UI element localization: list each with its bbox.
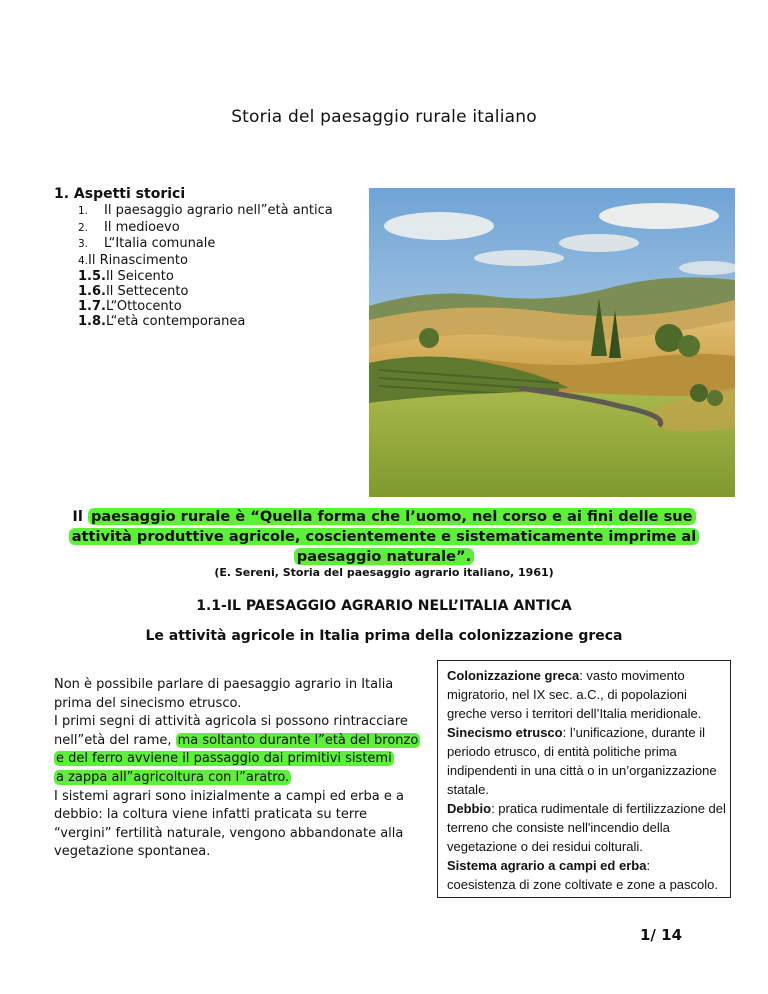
toc-item-number: 2. [78,221,89,234]
glossary-definition: coesistenza di zone coltivate e zone a pascolo. [447,877,719,892]
toc-item-label: L“età contemporanea [105,313,246,329]
highlighted-text: a zappa all”agricoltura con l”aratro. [56,769,290,785]
section-title: 1.1-IL PAESAGGIO AGRARIO NELL’ITALIA ANTICA [196,598,572,614]
toc-item-number: 3. [78,238,89,250]
glossary-definition: : vasto movimento migratorio, nel IX sec. a.C., di popolazioni greche verso i territori dell’Italia meridionale. [447,668,702,721]
paragraph [54,713,426,787]
toc-item-number: 1.8. [78,313,106,329]
glossary-term: Sistema agrario a campi ed erba [447,858,647,873]
glossary-definition: : l’unificazione, durante il periodo etrusco, di entità politiche prima indipendenti in una città o in un’organizzazione statale. [447,725,717,797]
toc-item-label: Il medioevo [104,219,180,235]
toc-item [78,236,333,253]
toc-item-number: 1.7. [78,298,106,314]
toc-item [78,299,333,314]
glossary-definition: : pratica rudimentale di fertilizzazione del terreno che consiste nell'incendio della vegetazione o dei residui colturali. [447,801,726,854]
body-text [54,676,426,862]
toc-item [78,203,333,220]
toc-item-label: Il Rinascimento [88,252,188,268]
toc-item-label: L“Ottocento [105,298,182,314]
toc-item-label: Il paesaggio agrario nell”età antica [104,203,333,218]
toc-item-number: 1.5. [78,268,106,284]
paragraph-text: I primi segni di attività agricola si possono rintracciare nell”età del rame, [54,714,408,748]
toc-item-number: 4. [78,254,89,267]
glossary-term: Colonizzazione greca [447,668,580,683]
highlighted-text: ma soltanto durante l”età del bronzo [177,732,419,748]
toc-item-label: Il Settecento [105,283,189,299]
glossary-term: Debbio [447,801,492,816]
glossary-entry [447,725,717,797]
paragraph: Non è possibile parlare di paesaggio agrario in Italia prima del sinecismo etrusco. [54,677,394,711]
toc-item [78,220,333,237]
toc-heading: 1. Aspetti storici [54,186,186,202]
page-number: 1/ 14 [640,926,683,944]
toc-item-number: 1. [78,205,89,217]
glossary-entry [447,668,701,721]
document-title: Storia del paesaggio rurale italiano [231,107,537,127]
toc-item [78,253,333,269]
toc-item [78,284,333,299]
table-of-contents [54,187,333,329]
subsection-title: Le attività agricole in Italia prima della colonizzazione greca [145,628,623,644]
glossary-entry [447,801,726,854]
toc-item [78,269,333,284]
glossary-definition: : [646,858,651,873]
toc-item [78,314,333,329]
highlighted-text: e del ferro avviene il passaggio dai primitivi sistemi [56,751,392,767]
glossary-entry [447,858,650,873]
quote-highlight: paesaggio rurale è “Quella forma che l’uomo, nel corso e ai fini delle sue attività produttive agricole, coscientemente e sistematicamente imprime al paesaggio naturale”. [69,508,700,565]
landscape-photo [369,188,735,497]
toc-item-number: 1.6. [78,283,106,299]
quote-citation: (E. Sereni, Storia del paesaggio agrario italiano, 1961) [214,566,554,579]
glossary-box [437,660,731,898]
toc-item-label: L“Italia comunale [104,236,216,251]
glossary-term: Sinecismo etrusco [447,725,563,740]
toc-item-label: Il Seicento [105,268,174,284]
quote-lead: Il [72,508,83,525]
paragraph: I sistemi agrari sono inizialmente a campi ed erba e a debbio: la coltura viene infatti praticata su terre “vergini” fertilità naturale, vengono abbandonate alla vegetazione spontanea. [54,788,404,860]
quote-definition [60,507,708,567]
